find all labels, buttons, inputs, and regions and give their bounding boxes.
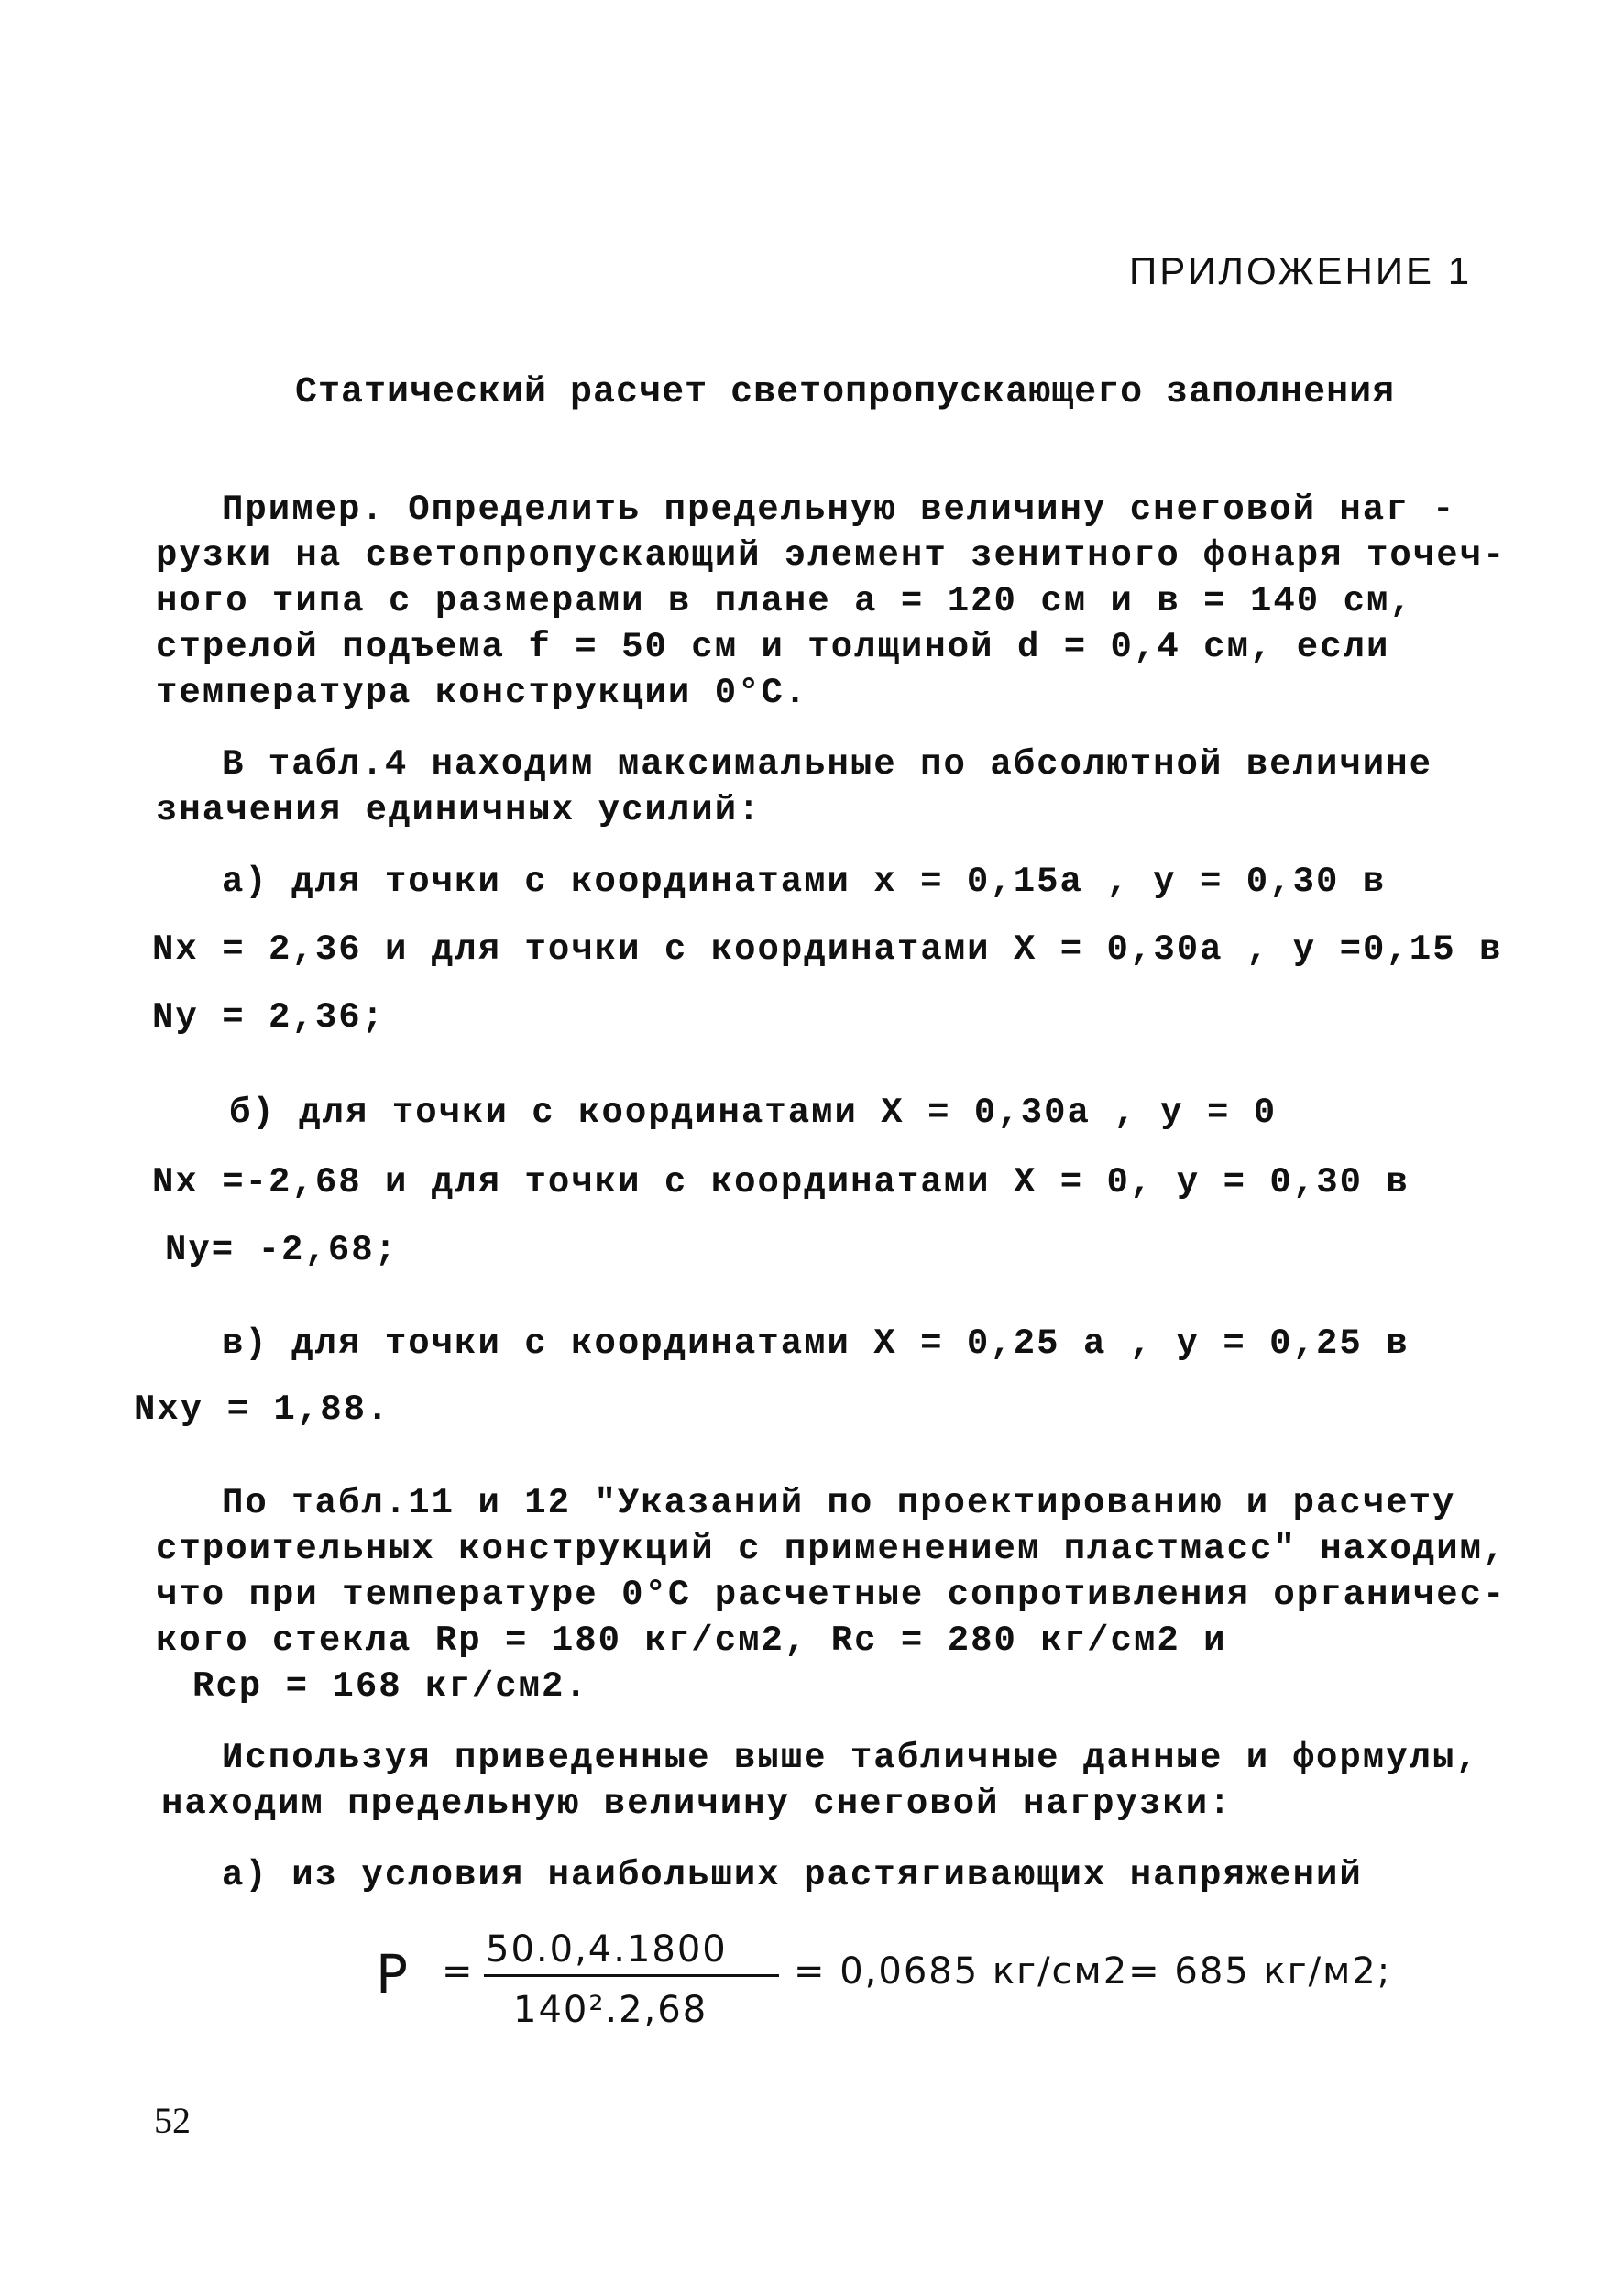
case-b-line-3: Ny= -2,68; xyxy=(165,1230,399,1270)
formula-numerator: 50.0,4.1800 xyxy=(486,1928,728,1971)
paragraph-using-data-line-2: находим предельную величину снеговой нагрузки: xyxy=(161,1784,1233,1824)
paragraph-tables-11-12-line-5: Rcp = 168 кг/см2. xyxy=(192,1666,588,1707)
paragraph-tables-11-12-line-4: кого стекла Rp = 180 кг/см2, Rc = 280 кг/см2 и xyxy=(156,1620,1227,1661)
case-c-line-2: Nxy = 1,88. xyxy=(134,1389,390,1430)
paragraph-tables-11-12-line-1: По табл.11 и 12 "Указаний по проектированию и расчету xyxy=(222,1483,1456,1523)
case-b-line-1: б) для точки с координатами X = 0,30а , у = 0 xyxy=(229,1093,1278,1133)
formula-lhs: P xyxy=(376,1943,408,2005)
case-c-line-1: в) для точки с координатами X = 0,25 а , у = 0,25 в xyxy=(222,1323,1410,1364)
paragraph-example-line-1: Пример. Определить предельную величину снеговой наг - xyxy=(222,489,1456,530)
paragraph-using-data-line-1: Используя приведенные выше табличные данные и формулы, xyxy=(222,1738,1479,1778)
paragraph-example-line-3: ного типа с размерами в плане а = 120 см и в = 140 см, xyxy=(156,581,1413,621)
paragraph-example-line-2: рузки на светопропускающий элемент зенитного фонаря точеч- xyxy=(156,535,1507,576)
page-title: Статический расчет светопропускающего заполнения xyxy=(295,372,1396,413)
formula-denominator: 140².2,68 xyxy=(513,1989,708,2031)
paragraph-table4-line-1: В табл.4 находим максимальные по абсолютной величине xyxy=(222,744,1432,785)
case-a-line-3: Ny = 2,36; xyxy=(152,997,386,1038)
appendix-label: ПРИЛОЖЕНИЕ 1 xyxy=(1129,249,1473,292)
paragraph-tables-11-12-line-3: что при температуре 0°С расчетные сопротивления органичес- xyxy=(156,1575,1507,1615)
formula-fraction-bar xyxy=(484,1974,779,1977)
page-number: 52 xyxy=(154,2100,191,2141)
paragraph-table4-line-2: значения единичных усилий: xyxy=(156,790,762,830)
paragraph-example-line-5: температура конструкции 0°С. xyxy=(156,673,808,713)
formula-equals: = xyxy=(442,1950,473,1993)
case-b-line-2: Nx =-2,68 и для точки с координатами X = 0, у = 0,30 в xyxy=(152,1162,1410,1202)
paragraph-tensile-condition: а) из условия наибольших растягивающих напряжений xyxy=(222,1855,1363,1895)
case-a-line-2: Nx = 2,36 и для точки с координатами X = 0,30а , у =0,15 в xyxy=(152,929,1503,970)
case-a-line-1: а) для точки с координатами х = 0,15а , у = 0,30 в xyxy=(222,862,1387,902)
paragraph-tables-11-12-line-2: строительных конструкций с применением пластмасс" находим, xyxy=(156,1529,1507,1569)
paragraph-example-line-4: стрелой подъема f = 50 см и толщиной d = 0,4 см, если xyxy=(156,627,1390,667)
formula-result: = 0,0685 кг/см2= 685 кг/м2; xyxy=(794,1950,1392,1993)
